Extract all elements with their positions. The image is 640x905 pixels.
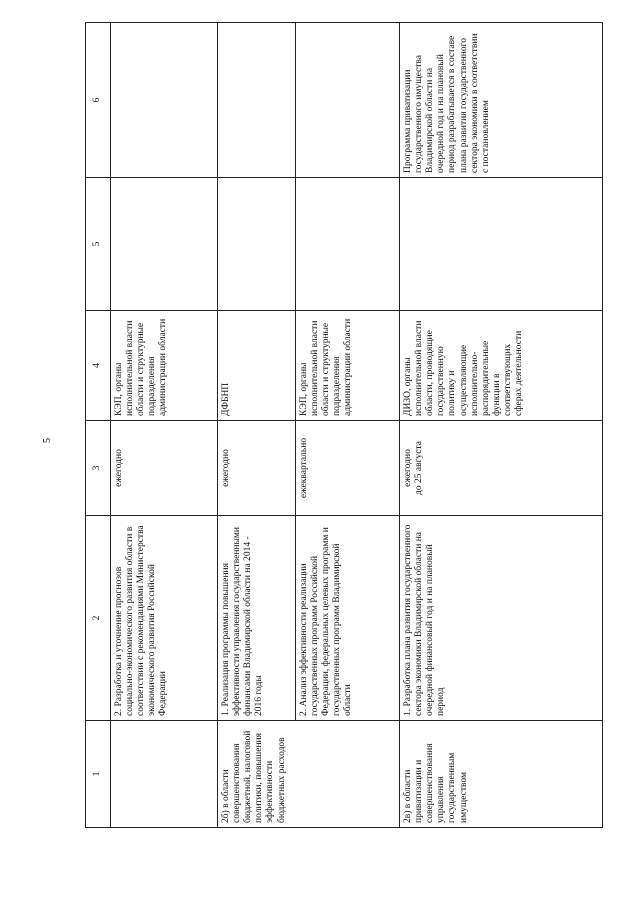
column-header-4: 4 [86,311,111,421]
cell-deadline: ежегодно до 25 августа [400,421,603,516]
column-header-3: 3 [86,421,111,516]
cell-notes [218,23,296,178]
cell-deadline: ежеквартально [296,421,400,516]
cell-activity: 2. Анализ эффективности реализации государственных программ Российской Федерации, федеральных целевых программ и государственных программ Владимирской области [296,516,400,721]
cell-deadline: ежегодно [218,421,296,516]
cell-empty [296,178,400,311]
table-header-row [86,23,111,828]
cell-notes [296,23,400,178]
table-row [218,23,296,828]
plan-table [85,22,603,828]
column-header-1: 1 [86,721,111,828]
cell-activity: 2. Разработка и уточнение прогнозов социально-экономического развития области в соответствии с рекомендациями Министерства экономического развития Российской Федерации [111,516,218,721]
cell-notes [111,23,218,178]
cell-activity: 1. Реализация программы повышения эффективности управления государственными финансами Владимирской области на 2014 - 2016 годы [218,516,296,721]
table-row [111,23,218,828]
cell-empty [400,178,603,311]
column-header-6: 6 [86,23,111,178]
rotated-table-container [85,23,603,828]
table-row [400,23,603,828]
cell-responsible: ДФБНП [218,311,296,421]
cell-notes: Программа приватизации государственного имущества Владимирской области на очередной год и на плановый период разрабатывается в составе плана развития государственного сектора экономики в соответствии с постановлением [400,23,603,178]
cell-area [111,721,218,828]
page-number: 5 [42,438,53,443]
table-row [296,23,400,828]
cell-area: 2в) в области приватизации и совершенствования управления государственным имуществом [400,721,603,828]
cell-activity: 1. Разработка плана развития государственного сектора экономики Владимирской области на очередной финансовый год и на плановый период [400,516,603,721]
cell-responsible: КЭП, органы исполнительной власти области и структурные подразделения администрации области [111,311,218,421]
column-header-5: 5 [86,178,111,311]
cell-empty [218,178,296,311]
cell-area: 2б) в области совершенствования бюджетной, налоговой политики, повышения эффективности бюджетных расходов [218,721,400,828]
column-header-2: 2 [86,516,111,721]
cell-responsible: ДИЗО, органы исполнительной власти области, проводящие государственную политику и осуществляющие исполнительно-распорядительные функции в соответствующих сферах деятельности [400,311,603,421]
cell-responsible: КЭП, органы исполнительной власти области и структурные подразделения администрации области [296,311,400,421]
cell-deadline: ежегодно [111,421,218,516]
cell-empty [111,178,218,311]
